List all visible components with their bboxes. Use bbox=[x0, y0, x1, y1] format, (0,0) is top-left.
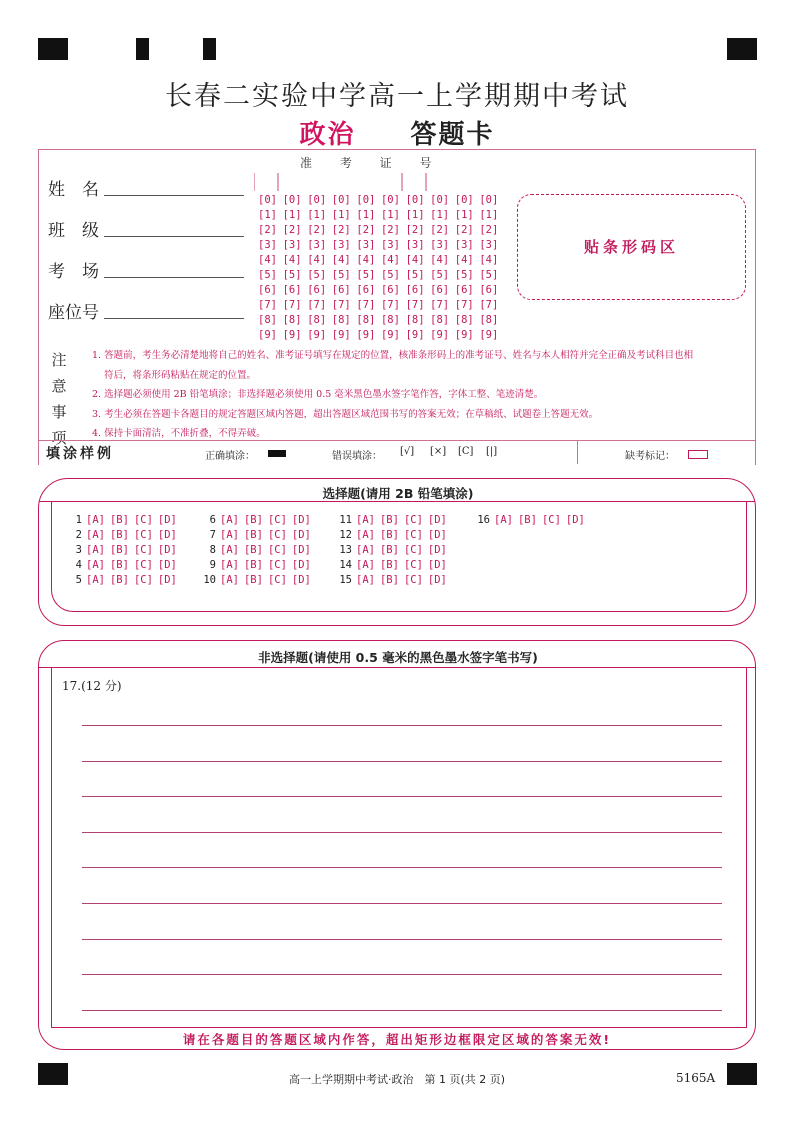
digit-bubble[interactable]: [5] bbox=[454, 269, 474, 281]
digit-bubble[interactable]: [0] bbox=[405, 194, 425, 206]
mc-question-row bbox=[474, 514, 590, 526]
mc-option-bubble[interactable]: [C] bbox=[133, 559, 153, 571]
digit-bubble[interactable]: [6] bbox=[282, 284, 302, 296]
digit-bubble[interactable]: [0] bbox=[356, 194, 376, 206]
mc-option-bubble[interactable]: [C] bbox=[541, 514, 561, 526]
digit-bubble[interactable]: [9] bbox=[405, 329, 425, 341]
mc-option-bubble[interactable]: [B] bbox=[243, 529, 263, 541]
wrong-fill-mark-circle: [C] bbox=[458, 446, 474, 457]
written-section-title: 非选择题(请使用 0.5 毫米的黑色墨水签字笔书写) bbox=[258, 650, 538, 665]
digit-bubble[interactable]: [6] bbox=[307, 284, 327, 296]
note-item: 2. 选择题必须使用 2B 铅笔填涂；非选择题必须使用 0.5 毫米黑色墨水签字笔作答，字体工整、笔迹清楚。 bbox=[92, 389, 544, 400]
mc-question-number: 4 bbox=[75, 559, 82, 571]
digit-bubble[interactable]: [4] bbox=[479, 254, 499, 266]
registration-mark-top-left bbox=[38, 38, 68, 60]
digit-bubble[interactable]: [5] bbox=[282, 269, 302, 281]
digit-bubble[interactable]: [2] bbox=[258, 224, 277, 236]
mc-question-number: 7 bbox=[209, 529, 216, 541]
mc-option-bubble[interactable]: [D] bbox=[291, 559, 311, 571]
card-subtitle bbox=[0, 114, 794, 151]
digit-bubble[interactable]: [3] bbox=[258, 239, 277, 251]
digit-row bbox=[258, 238, 504, 253]
mc-option-bubble[interactable]: [D] bbox=[291, 574, 311, 586]
digit-bubble[interactable]: [5] bbox=[430, 269, 450, 281]
digit-bubble[interactable]: [2] bbox=[307, 224, 327, 236]
digit-bubble[interactable]: [4] bbox=[331, 254, 351, 266]
mc-question-number: 13 bbox=[339, 544, 352, 556]
mc-option-bubble[interactable]: [A] bbox=[356, 544, 375, 556]
digit-row bbox=[258, 283, 504, 298]
mc-option-bubble[interactable]: [B] bbox=[243, 544, 263, 556]
mc-option-bubble[interactable]: [C] bbox=[403, 559, 423, 571]
digit-bubble[interactable]: [6] bbox=[405, 284, 425, 296]
exam-id-boxes[interactable] bbox=[254, 173, 504, 189]
card-label: 答题卡 bbox=[410, 120, 495, 150]
notes-label: 注意事项 bbox=[51, 351, 67, 447]
digit-bubble[interactable]: [2] bbox=[356, 224, 376, 236]
digit-bubble[interactable]: [1] bbox=[356, 209, 376, 221]
digit-bubble[interactable]: [7] bbox=[430, 299, 450, 311]
note-item: 1. 答题前，考生务必清楚地将自己的姓名、准考证号填写在规定的位置，核准条形码上的准考证号、姓名与本人相符并完全正确及考试科目也相 bbox=[92, 350, 694, 361]
digit-bubble[interactable]: [9] bbox=[307, 329, 327, 341]
mc-question-number: 16 bbox=[477, 514, 490, 526]
digit-bubble[interactable]: [4] bbox=[405, 254, 425, 266]
mc-option-bubble[interactable]: [D] bbox=[427, 559, 447, 571]
digit-bubble[interactable]: [4] bbox=[258, 254, 277, 266]
digit-bubble[interactable]: [5] bbox=[405, 269, 425, 281]
subject-name: 政治 bbox=[299, 120, 356, 150]
digit-bubble[interactable]: [9] bbox=[380, 329, 400, 341]
digit-bubble[interactable]: [9] bbox=[479, 329, 499, 341]
mc-option-bubble[interactable]: [D] bbox=[427, 544, 447, 556]
digit-bubble[interactable]: [9] bbox=[454, 329, 474, 341]
digit-bubble[interactable]: [6] bbox=[258, 284, 277, 296]
mc-option-bubble[interactable]: [C] bbox=[267, 559, 287, 571]
field-label: 座位号 bbox=[48, 303, 99, 323]
mc-option-bubble[interactable]: [D] bbox=[157, 559, 177, 571]
mc-option-bubble[interactable]: [A] bbox=[86, 574, 105, 586]
correct-fill-label: 正确填涂： bbox=[205, 451, 255, 462]
field-label: 姓 名 bbox=[48, 180, 99, 200]
sample-divider bbox=[577, 440, 578, 464]
digit-bubble[interactable]: [8] bbox=[258, 314, 277, 326]
wrong-fill-label: 错误填涂： bbox=[332, 451, 382, 462]
mc-option-bubble[interactable]: [D] bbox=[291, 529, 311, 541]
digit-bubble[interactable]: [5] bbox=[331, 269, 351, 281]
digit-bubble[interactable]: [3] bbox=[356, 239, 376, 251]
mc-question-row bbox=[66, 559, 182, 571]
field-seat[interactable] bbox=[48, 298, 106, 323]
digit-bubble[interactable]: [2] bbox=[405, 224, 425, 236]
digit-bubble[interactable]: [1] bbox=[405, 209, 425, 221]
digit-bubble[interactable]: [6] bbox=[430, 284, 450, 296]
digit-bubble[interactable]: [7] bbox=[405, 299, 425, 311]
field-name[interactable] bbox=[48, 175, 106, 200]
mc-question-row bbox=[336, 544, 452, 556]
digit-bubble[interactable]: [8] bbox=[307, 314, 327, 326]
digit-bubble[interactable]: [4] bbox=[430, 254, 450, 266]
digit-bubble[interactable]: [2] bbox=[454, 224, 474, 236]
digit-bubble[interactable]: [9] bbox=[282, 329, 302, 341]
mc-option-bubble[interactable]: [B] bbox=[379, 559, 399, 571]
mc-option-bubble[interactable]: [B] bbox=[243, 514, 263, 526]
note-item: 4. 保持卡面清洁，不准折叠，不得弄破。 bbox=[92, 428, 266, 439]
mc-question-number: 8 bbox=[209, 544, 216, 556]
digit-bubble[interactable]: [6] bbox=[380, 284, 400, 296]
field-label: 考 场 bbox=[48, 262, 99, 282]
digit-bubble[interactable]: [3] bbox=[282, 239, 302, 251]
field-room[interactable] bbox=[48, 257, 106, 282]
answer-line[interactable] bbox=[82, 832, 722, 833]
digit-bubble[interactable]: [1] bbox=[282, 209, 302, 221]
mc-question-number: 3 bbox=[75, 544, 82, 556]
digit-bubble[interactable]: [7] bbox=[454, 299, 474, 311]
mc-option-bubble[interactable]: [A] bbox=[220, 514, 239, 526]
digit-row bbox=[258, 268, 504, 283]
digit-bubble[interactable]: [8] bbox=[479, 314, 499, 326]
mc-question-row bbox=[200, 544, 316, 556]
barcode-area: 贴条形码区 bbox=[517, 194, 746, 300]
write-line bbox=[104, 236, 244, 237]
digit-bubble[interactable]: [5] bbox=[356, 269, 376, 281]
notes-list bbox=[92, 346, 752, 444]
answer-line[interactable] bbox=[82, 974, 722, 975]
question-label: 17.(12 分) bbox=[62, 679, 122, 693]
mc-question-number: 15 bbox=[339, 574, 352, 586]
mc-option-bubble[interactable]: [C] bbox=[403, 514, 423, 526]
digit-bubble[interactable]: [8] bbox=[282, 314, 302, 326]
registration-mark-top-2 bbox=[203, 38, 216, 60]
mc-option-bubble[interactable]: [B] bbox=[109, 544, 129, 556]
digit-bubble[interactable]: [0] bbox=[307, 194, 327, 206]
digit-bubble[interactable]: [1] bbox=[454, 209, 474, 221]
digit-bubble[interactable]: [0] bbox=[380, 194, 400, 206]
mc-option-bubble[interactable]: [C] bbox=[403, 544, 423, 556]
digit-bubble[interactable]: [3] bbox=[307, 239, 327, 251]
mc-question-row bbox=[66, 544, 182, 556]
answer-line[interactable] bbox=[82, 761, 722, 762]
mc-option-bubble[interactable]: [A] bbox=[86, 544, 105, 556]
digit-bubble[interactable]: [1] bbox=[479, 209, 499, 221]
mc-option-bubble[interactable]: [A] bbox=[494, 514, 513, 526]
mc-option-bubble[interactable]: [B] bbox=[243, 574, 263, 586]
digit-bubble[interactable]: [9] bbox=[258, 329, 277, 341]
digit-bubble[interactable]: [2] bbox=[380, 224, 400, 236]
mc-option-bubble[interactable]: [D] bbox=[157, 529, 177, 541]
digit-bubble[interactable]: [5] bbox=[307, 269, 327, 281]
write-line bbox=[104, 195, 244, 196]
mc-option-bubble[interactable]: [D] bbox=[157, 514, 177, 526]
digit-bubble[interactable]: [1] bbox=[258, 209, 277, 221]
mc-question-number: 1 bbox=[75, 514, 82, 526]
mc-question-row bbox=[66, 574, 182, 586]
mc-option-bubble[interactable]: [C] bbox=[133, 529, 153, 541]
digit-row bbox=[258, 208, 504, 223]
digit-bubble[interactable]: [8] bbox=[430, 314, 450, 326]
digit-bubble[interactable]: [4] bbox=[307, 254, 327, 266]
mc-option-bubble[interactable]: [C] bbox=[267, 529, 287, 541]
mc-option-bubble[interactable]: [C] bbox=[267, 544, 287, 556]
mc-question-row bbox=[336, 574, 452, 586]
answer-area-warning: 请在各题目的答题区域内作答，超出矩形边框限定区域的答案无效! bbox=[182, 1032, 612, 1047]
wrong-fill-mark-line: [|] bbox=[486, 446, 498, 457]
mc-option-bubble[interactable]: [D] bbox=[427, 574, 447, 586]
mc-question-row bbox=[336, 529, 452, 541]
digit-bubble[interactable]: [9] bbox=[356, 329, 376, 341]
mc-question-row bbox=[66, 514, 182, 526]
digit-bubble[interactable]: [5] bbox=[258, 269, 277, 281]
mc-option-bubble[interactable]: [D] bbox=[157, 574, 177, 586]
mc-option-bubble[interactable]: [C] bbox=[267, 574, 287, 586]
registration-mark-top-1 bbox=[136, 38, 149, 60]
mc-option-bubble[interactable]: [A] bbox=[356, 574, 375, 586]
digit-bubble[interactable]: [1] bbox=[380, 209, 400, 221]
mc-question-number: 2 bbox=[75, 529, 82, 541]
mc-question-row bbox=[200, 514, 316, 526]
digit-bubble[interactable]: [2] bbox=[430, 224, 450, 236]
digit-bubble[interactable]: [0] bbox=[258, 194, 277, 206]
wrong-fill-mark-cross: [×] bbox=[430, 446, 447, 457]
mc-option-bubble[interactable]: [B] bbox=[109, 514, 129, 526]
digit-bubble[interactable]: [7] bbox=[331, 299, 351, 311]
wrong-fill-mark-check: [√] bbox=[400, 446, 415, 457]
digit-bubble[interactable]: [3] bbox=[331, 239, 351, 251]
mc-question-row bbox=[200, 574, 316, 586]
digit-bubble[interactable]: [9] bbox=[430, 329, 450, 341]
mc-section-title: 选择题(请用 2B 铅笔填涂) bbox=[322, 486, 474, 501]
digit-bubble[interactable]: [0] bbox=[479, 194, 499, 206]
digit-bubble[interactable]: [3] bbox=[479, 239, 499, 251]
absent-label: 缺考标记： bbox=[625, 451, 675, 462]
digit-bubble[interactable]: [0] bbox=[454, 194, 474, 206]
mc-option-bubble[interactable]: [B] bbox=[379, 529, 399, 541]
exam-title: 长春二实验中学高一上学期期中考试 bbox=[165, 81, 629, 112]
mc-option-bubble[interactable]: [A] bbox=[86, 529, 105, 541]
mc-option-bubble[interactable]: [B] bbox=[109, 529, 129, 541]
digit-bubble[interactable]: [7] bbox=[356, 299, 376, 311]
digit-bubble[interactable]: [0] bbox=[282, 194, 302, 206]
digit-bubble[interactable]: [8] bbox=[405, 314, 425, 326]
digit-bubble[interactable]: [2] bbox=[331, 224, 351, 236]
digit-row bbox=[258, 193, 504, 208]
answer-line[interactable] bbox=[82, 1010, 722, 1011]
mc-option-bubble[interactable]: [D] bbox=[291, 544, 311, 556]
digit-bubble[interactable]: [3] bbox=[405, 239, 425, 251]
mc-question-row bbox=[66, 529, 182, 541]
mc-option-bubble[interactable]: [D] bbox=[565, 514, 585, 526]
mc-option-bubble[interactable]: [D] bbox=[291, 514, 311, 526]
digit-bubble[interactable]: [0] bbox=[430, 194, 450, 206]
field-class[interactable] bbox=[48, 216, 106, 241]
mc-question-row bbox=[336, 559, 452, 571]
mc-option-bubble[interactable]: [A] bbox=[220, 574, 239, 586]
exam-id-label: 准 考 证 号 bbox=[300, 156, 444, 170]
write-line bbox=[104, 277, 244, 278]
digit-row bbox=[258, 253, 504, 268]
absent-box[interactable] bbox=[688, 450, 708, 459]
mc-question-number: 6 bbox=[209, 514, 216, 526]
digit-bubble[interactable]: [7] bbox=[307, 299, 327, 311]
answer-line[interactable] bbox=[82, 796, 722, 797]
mc-option-bubble[interactable]: [A] bbox=[86, 514, 105, 526]
mc-option-bubble[interactable]: [A] bbox=[356, 514, 375, 526]
page-footer: 高一上学期期中考试·政治 第 1 页(共 2 页) bbox=[288, 1073, 506, 1086]
digit-bubble[interactable]: [2] bbox=[479, 224, 499, 236]
mc-question-row bbox=[200, 559, 316, 571]
digit-bubble[interactable]: [4] bbox=[380, 254, 400, 266]
mc-option-bubble[interactable]: [B] bbox=[243, 559, 263, 571]
digit-row bbox=[258, 223, 504, 238]
digit-row bbox=[258, 328, 504, 343]
mc-question-number: 5 bbox=[75, 574, 82, 586]
mc-option-bubble[interactable]: [C] bbox=[133, 544, 153, 556]
digit-bubble[interactable]: [6] bbox=[479, 284, 499, 296]
digit-bubble[interactable]: [4] bbox=[356, 254, 376, 266]
mc-option-bubble[interactable]: [A] bbox=[220, 559, 239, 571]
registration-mark-top-right bbox=[727, 38, 757, 60]
sample-title: 填涂样例 bbox=[46, 446, 114, 462]
mc-question-number: 10 bbox=[203, 574, 216, 586]
digit-bubble[interactable]: [3] bbox=[430, 239, 450, 251]
mc-question-number: 11 bbox=[339, 514, 352, 526]
mc-option-bubble[interactable]: [C] bbox=[267, 514, 287, 526]
answer-line[interactable] bbox=[82, 903, 722, 904]
mc-option-bubble[interactable]: [B] bbox=[109, 574, 129, 586]
mc-question-row bbox=[336, 514, 452, 526]
write-line bbox=[104, 318, 244, 319]
mc-option-bubble[interactable]: [A] bbox=[220, 544, 239, 556]
digit-bubble[interactable]: [8] bbox=[380, 314, 400, 326]
digit-row bbox=[258, 313, 504, 328]
digit-bubble[interactable]: [8] bbox=[331, 314, 351, 326]
mc-option-bubble[interactable]: [A] bbox=[356, 559, 375, 571]
mc-option-bubble[interactable]: [D] bbox=[157, 544, 177, 556]
mc-option-bubble[interactable]: [B] bbox=[109, 559, 129, 571]
correct-fill-mark bbox=[268, 450, 286, 457]
mc-option-bubble[interactable]: [C] bbox=[403, 529, 423, 541]
digit-bubble[interactable]: [3] bbox=[454, 239, 474, 251]
digit-bubble[interactable]: [7] bbox=[479, 299, 499, 311]
mc-option-bubble[interactable]: [B] bbox=[379, 574, 399, 586]
digit-bubble[interactable]: [2] bbox=[282, 224, 302, 236]
mc-option-bubble[interactable]: [D] bbox=[427, 514, 447, 526]
digit-bubble[interactable]: [7] bbox=[380, 299, 400, 311]
digit-bubble[interactable]: [1] bbox=[430, 209, 450, 221]
answer-line[interactable] bbox=[82, 867, 722, 868]
digit-row bbox=[258, 298, 504, 313]
mc-question-number: 9 bbox=[209, 559, 216, 571]
mc-question-number: 12 bbox=[339, 529, 352, 541]
digit-bubble[interactable]: [9] bbox=[331, 329, 351, 341]
answer-line[interactable] bbox=[82, 939, 722, 940]
field-label: 班 级 bbox=[48, 221, 99, 241]
digit-bubble[interactable]: [4] bbox=[454, 254, 474, 266]
form-code: 5165A bbox=[676, 1071, 716, 1085]
mc-option-bubble[interactable]: [A] bbox=[220, 529, 239, 541]
digit-bubble[interactable]: [0] bbox=[331, 194, 351, 206]
mc-question-row bbox=[200, 529, 316, 541]
mc-option-bubble[interactable]: [B] bbox=[379, 544, 399, 556]
exam-id-digit-grid[interactable] bbox=[258, 193, 504, 343]
digit-bubble[interactable]: [6] bbox=[356, 284, 376, 296]
digit-bubble[interactable]: [6] bbox=[331, 284, 351, 296]
note-item: 符后，将条形码粘贴在规定的位置。 bbox=[104, 369, 257, 381]
digit-bubble[interactable]: [7] bbox=[258, 299, 277, 311]
mc-question-number: 14 bbox=[339, 559, 352, 571]
mc-option-bubble[interactable]: [A] bbox=[86, 559, 105, 571]
mc-option-bubble[interactable]: [B] bbox=[517, 514, 537, 526]
digit-bubble[interactable]: [1] bbox=[307, 209, 327, 221]
digit-bubble[interactable]: [8] bbox=[454, 314, 474, 326]
mc-option-bubble[interactable]: [C] bbox=[133, 574, 153, 586]
mc-option-bubble[interactable]: [C] bbox=[133, 514, 153, 526]
digit-bubble[interactable]: [6] bbox=[454, 284, 474, 296]
note-item: 3. 考生必须在答题卡各题目的规定答题区域内答题，超出答题区域范围书写的答案无效；在草稿纸、试题卷上答题无效。 bbox=[92, 408, 599, 420]
mc-option-bubble[interactable]: [B] bbox=[379, 514, 399, 526]
digit-bubble[interactable]: [7] bbox=[282, 299, 302, 311]
answer-line[interactable] bbox=[82, 725, 722, 726]
sample-divider-top bbox=[38, 440, 756, 441]
written-section bbox=[38, 640, 756, 1050]
mc-option-bubble[interactable]: [C] bbox=[403, 574, 423, 586]
digit-bubble[interactable]: [3] bbox=[380, 239, 400, 251]
digit-bubble[interactable]: [5] bbox=[479, 269, 499, 281]
exam-id-box-lines bbox=[254, 173, 504, 191]
digit-bubble[interactable]: [1] bbox=[331, 209, 351, 221]
mc-option-bubble[interactable]: [A] bbox=[356, 529, 375, 541]
digit-bubble[interactable]: [8] bbox=[356, 314, 376, 326]
digit-bubble[interactable]: [4] bbox=[282, 254, 302, 266]
mc-option-bubble[interactable]: [D] bbox=[427, 529, 447, 541]
digit-bubble[interactable]: [5] bbox=[380, 269, 400, 281]
